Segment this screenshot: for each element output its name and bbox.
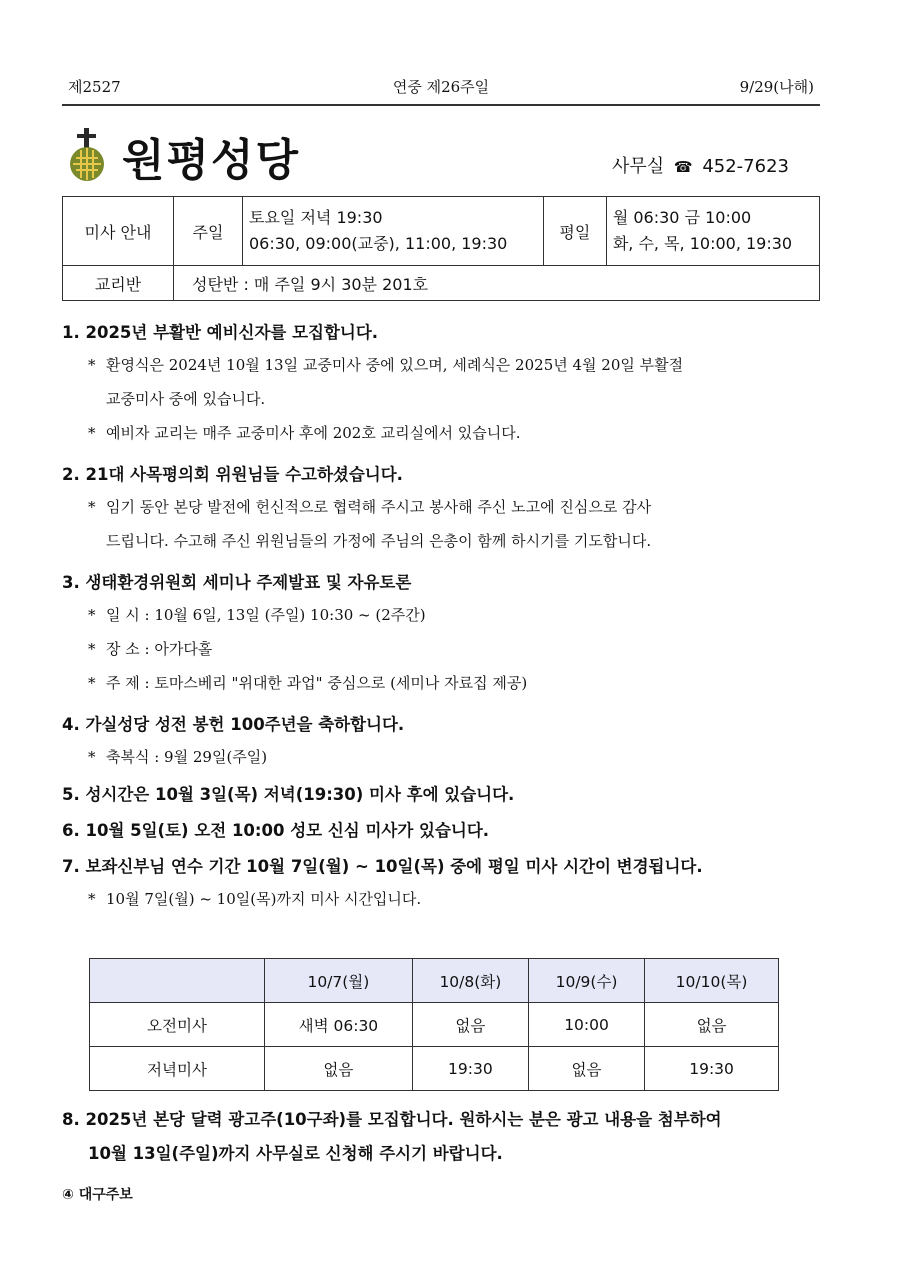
announcement-item bbox=[62, 780, 832, 810]
mass-schedule-header: 10/8(화) bbox=[412, 959, 528, 1003]
footer-source: ④ 대구주보 bbox=[62, 1187, 133, 1203]
mass-guide-label: 미사 안내 bbox=[63, 197, 174, 266]
mass-cell: 새벽 06:30 bbox=[265, 1003, 413, 1047]
mass-schedule-table bbox=[89, 958, 779, 1091]
bullet-mark: * bbox=[88, 498, 96, 516]
office-label: 사무실 bbox=[612, 156, 665, 177]
announcement-item bbox=[62, 568, 832, 700]
bullet-text: 장 소 : 아가다홀 bbox=[106, 640, 213, 658]
mass-row-label: 저녁미사 bbox=[90, 1047, 265, 1091]
bulletin-header bbox=[62, 76, 820, 102]
sunday-times bbox=[243, 197, 544, 266]
bullet-text: 임기 동안 본당 발전에 헌신적으로 협력해 주시고 봉사해 주신 노고에 진심으로 감사 bbox=[106, 498, 652, 516]
issue-number: 제2527 bbox=[68, 78, 121, 96]
bullet-mark: * bbox=[88, 640, 96, 658]
bullet-mark: * bbox=[88, 890, 96, 908]
catechism-value: 성탄반 : 매 주일 9시 30분 201호 bbox=[174, 266, 820, 301]
mass-cell: 없음 bbox=[265, 1047, 413, 1091]
bullet-mark: * bbox=[88, 356, 96, 374]
announcement-item bbox=[62, 710, 832, 774]
bullet-mark: * bbox=[88, 674, 96, 692]
office-phone: 452-7623 bbox=[702, 156, 789, 177]
table-row bbox=[90, 1047, 779, 1091]
weekday-times-line2: 화, 수, 목, 10:00, 19:30 bbox=[612, 234, 793, 253]
announcement-bullet bbox=[62, 632, 832, 666]
announcement-bullet bbox=[62, 416, 832, 450]
announcement-title: 6. 10월 5일(토) 오전 10:00 성모 신심 미사가 있습니다. bbox=[62, 821, 490, 840]
mass-schedule-header: 10/7(월) bbox=[265, 959, 413, 1003]
catechism-label: 교리반 bbox=[63, 266, 174, 301]
announcement-item bbox=[62, 816, 832, 846]
mass-schedule-header: 10/10(목) bbox=[645, 959, 779, 1003]
announcement-bullet bbox=[62, 598, 832, 632]
announcement-bullet bbox=[62, 490, 832, 524]
weekday-times-line1: 월 06:30 금 10:00 bbox=[612, 208, 752, 227]
announcement-title: 8. 2025년 본당 달력 광고주(10구좌)를 모집합니다. 원하시는 분은 광고 내용을 첨부하여 bbox=[62, 1110, 722, 1129]
bulletin-date: 9/29(나해) bbox=[739, 78, 814, 96]
mass-schedule-header-row bbox=[90, 959, 779, 1003]
weekday-label: 평일 bbox=[543, 197, 606, 266]
liturgical-week: 연중 제26주일 bbox=[392, 78, 490, 96]
sunday-label: 주일 bbox=[174, 197, 243, 266]
mass-schedule-corner bbox=[90, 959, 265, 1003]
bullet-mark: * bbox=[88, 606, 96, 624]
header-divider bbox=[62, 104, 820, 106]
bullet-text: 환영식은 2024년 10월 13일 교중미사 중에 있으며, 세례식은 2025년 4월 20일 부활절 bbox=[106, 356, 684, 374]
announcement-title: 7. 보좌신부님 연수 기간 10월 7일(월) ~ 10일(목) 중에 평일 미사 시간이 변경됩니다. bbox=[62, 857, 703, 876]
announcement-title: 4. 가실성당 성전 봉헌 100주년을 축하합니다. bbox=[62, 715, 405, 734]
mass-cell: 없음 bbox=[412, 1003, 528, 1047]
office-contact bbox=[612, 152, 789, 178]
mass-cell: 19:30 bbox=[645, 1047, 779, 1091]
sunday-times-line2: 06:30, 09:00(교중), 11:00, 19:30 bbox=[249, 234, 508, 253]
mass-row-label: 오전미사 bbox=[90, 1003, 265, 1047]
announcement-title: 1. 2025년 부활반 예비신자를 모집합니다. bbox=[62, 323, 379, 342]
announcement-item bbox=[62, 460, 832, 558]
mass-cell: 19:30 bbox=[412, 1047, 528, 1091]
sunday-times-line1: 토요일 저녁 19:30 bbox=[249, 208, 383, 227]
announcement-title: 3. 생태환경위원회 세미나 주제발표 및 자유토론 bbox=[62, 573, 412, 592]
mass-cell: 없음 bbox=[528, 1047, 644, 1091]
announcement-bullet bbox=[62, 740, 832, 774]
announcement-bullet bbox=[62, 882, 832, 916]
announcement-item bbox=[62, 318, 832, 450]
bullet-mark: * bbox=[88, 424, 96, 442]
church-name: 원평성당 bbox=[122, 135, 301, 186]
bullet-continuation: 드립니다. 수고해 주신 위원님들의 가정에 주님의 은총이 함께 하시기를 기도합니다. bbox=[106, 532, 652, 550]
bullet-text: 10월 7일(월) ~ 10일(목)까지 미사 시간입니다. bbox=[106, 890, 422, 908]
telephone-icon: ☎ bbox=[673, 158, 693, 176]
bullet-mark: * bbox=[88, 748, 96, 766]
mass-schedule-header: 10/9(수) bbox=[528, 959, 644, 1003]
mass-info-table bbox=[62, 196, 820, 301]
bullet-continuation: 교중미사 중에 있습니다. bbox=[106, 390, 266, 408]
announcement-item bbox=[62, 852, 832, 916]
mass-cell: 10:00 bbox=[528, 1003, 644, 1047]
bullet-text: 주 제 : 토마스베리 "위대한 과업" 중심으로 (세미나 자료집 제공) bbox=[106, 674, 528, 692]
church-logo-icon bbox=[64, 128, 110, 186]
table-row bbox=[90, 1003, 779, 1047]
announcement-title-cont: 10월 13일(주일)까지 사무실로 신청해 주시기 바랍니다. bbox=[88, 1144, 503, 1163]
announcement-8 bbox=[62, 1103, 832, 1171]
bullet-text: 축복식 : 9월 29일(주일) bbox=[106, 748, 268, 766]
mass-cell: 없음 bbox=[645, 1003, 779, 1047]
announcement-title: 2. 21대 사목평의회 위원님들 수고하셨습니다. bbox=[62, 465, 403, 484]
weekday-times bbox=[606, 197, 819, 266]
announcement-title: 5. 성시간은 10월 3일(목) 저녁(19:30) 미사 후에 있습니다. bbox=[62, 785, 515, 804]
announcement-bullet bbox=[62, 666, 832, 700]
announcement-list bbox=[62, 318, 832, 916]
bullet-text: 예비자 교리는 매주 교중미사 후에 202호 교리실에서 있습니다. bbox=[106, 424, 521, 442]
bullet-text: 일 시 : 10월 6일, 13일 (주일) 10:30 ~ (2주간) bbox=[106, 606, 426, 624]
announcement-bullet bbox=[62, 348, 832, 382]
